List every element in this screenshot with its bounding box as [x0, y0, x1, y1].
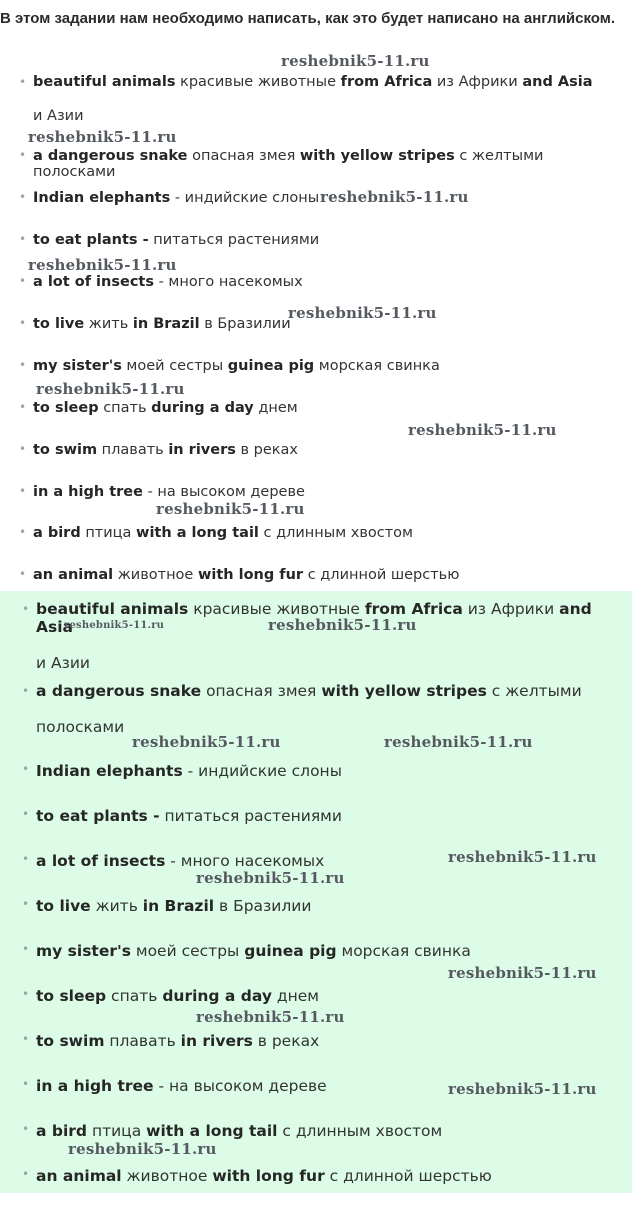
ru-phrase: с длинной шерстью [303, 567, 460, 583]
en-phrase: Indian elephants [33, 190, 171, 206]
en-phrase: in Brazil [142, 897, 215, 915]
en-phrase: a lot of insects [33, 274, 154, 290]
bullet-icon: • [19, 484, 27, 498]
en-phrase: a bird [36, 1122, 88, 1140]
bullet-icon: • [22, 1032, 30, 1046]
list-item [19, 232, 623, 248]
en-phrase: and Asia [36, 600, 592, 636]
en-phrase: a lot of insects [36, 852, 166, 870]
watermark: reshebnik5-11.ru [36, 380, 185, 398]
en-phrase: with yellow stripes [299, 148, 455, 164]
en-phrase: in a high tree [36, 1077, 154, 1095]
watermark: reshebnik5-11.ru [268, 616, 417, 634]
en-phrase: with long fur [212, 1167, 325, 1185]
bullet-icon: • [19, 525, 27, 539]
bullet-icon: • [19, 316, 27, 330]
list-item [19, 567, 623, 583]
ru-phrase: днем [253, 400, 298, 416]
en-phrase: and Asia [522, 74, 593, 90]
en-phrase: in a high tree [33, 484, 143, 500]
en-phrase: during a day [162, 987, 272, 1005]
ru-phrase: и Азии [36, 654, 90, 672]
bullet-icon: • [22, 1167, 30, 1181]
bullet-icon: • [19, 232, 27, 246]
en-phrase: during a day [151, 400, 254, 416]
bullet-icon: • [19, 75, 27, 89]
intro-text: В этом задании нам необходимо написать, как это будет написано на английском. [0, 10, 616, 27]
ru-phrase: в Бразилии [214, 897, 312, 915]
ru-phrase: и Азии [33, 108, 84, 124]
ru-phrase: в реках [235, 442, 298, 458]
ru-phrase: - много насекомых [153, 274, 303, 290]
en-phrase: to live [36, 897, 91, 915]
ru-phrase: питаться растениями [148, 232, 320, 248]
en-phrase: beautiful animals [36, 600, 189, 618]
en-phrase: in rivers [168, 442, 236, 458]
ru-phrase: с длинной шерстью [324, 1167, 492, 1185]
watermark: reshebnik5-11.ru [408, 421, 557, 439]
watermark: reshebnik5-11.ru [448, 848, 597, 866]
ru-phrase: спать [106, 987, 163, 1005]
en-phrase: guinea pig [244, 942, 337, 960]
en-phrase: to eat plants - [33, 232, 149, 248]
ru-phrase: из Африки [432, 74, 523, 90]
ru-phrase: с длинным хвостом [258, 525, 413, 541]
watermark: reshebnik5-11.ru [320, 188, 469, 206]
bullet-icon: • [22, 1122, 30, 1136]
en-phrase: beautiful animals [33, 74, 176, 90]
bullet-icon: • [22, 762, 30, 776]
en-phrase: my sister's [36, 942, 131, 960]
en-phrase: Indian elephants [36, 762, 183, 780]
ru-phrase: моей сестры [121, 358, 228, 374]
ru-phrase: питаться растениями [159, 807, 342, 825]
list-item [22, 762, 626, 780]
bullet-icon: • [22, 852, 30, 866]
watermark: reshebnik5-11.ru [281, 52, 430, 70]
en-phrase: my sister's [33, 358, 122, 374]
en-phrase: in rivers [180, 1032, 253, 1050]
ru-phrase: животное [113, 567, 198, 583]
ru-phrase: спать [98, 400, 152, 416]
en-phrase: to eat plants - [36, 807, 160, 825]
ru-phrase: - много насекомых [165, 852, 325, 870]
ru-phrase: плавать [104, 1032, 181, 1050]
list-item [22, 682, 626, 736]
watermark: reshebnik5-11.ru [28, 128, 177, 146]
watermark: reshebnik5-11.ru [448, 964, 597, 982]
en-phrase: with a long tail [136, 525, 259, 541]
en-phrase: an animal [36, 1167, 122, 1185]
en-phrase: a dangerous snake [36, 682, 202, 700]
watermark: reshebnik5-11.ru [156, 500, 305, 518]
ru-phrase: - на высоком дереве [153, 1077, 327, 1095]
list-item [19, 442, 623, 458]
watermark: reshebnik5-11.ru [448, 1080, 597, 1098]
en-phrase: to swim [33, 442, 98, 458]
bullet-icon: • [19, 567, 27, 581]
watermark: reshebnik5-11.ru [196, 869, 345, 887]
en-phrase: with yellow stripes [321, 682, 487, 700]
bullet-icon: • [19, 274, 27, 288]
list-item [19, 400, 623, 416]
en-phrase: with long fur [197, 567, 304, 583]
ru-phrase: жить [84, 316, 133, 332]
bullet-icon: • [22, 807, 30, 821]
list-item [22, 1122, 626, 1140]
watermark: reshebnik5-11.ru [132, 733, 281, 751]
ru-phrase: жить [90, 897, 143, 915]
list-item [19, 274, 623, 290]
ru-phrase: морская свинка [336, 942, 471, 960]
bullet-icon: • [19, 148, 27, 162]
bullet-icon: • [22, 987, 30, 1001]
list-item [22, 600, 626, 672]
list-item [19, 72, 613, 126]
ru-phrase: красивые животные [188, 600, 365, 618]
list-item [22, 1167, 626, 1185]
list-item [22, 897, 626, 915]
en-phrase: from Africa [340, 74, 433, 90]
en-phrase: to live [33, 316, 85, 332]
list-item [19, 525, 623, 541]
ru-phrase: днем [271, 987, 319, 1005]
ru-phrase: красивые животные [175, 74, 341, 90]
en-phrase: to swim [36, 1032, 105, 1050]
bullet-icon: • [22, 942, 30, 956]
ru-phrase: опасная змея [201, 682, 322, 700]
ru-phrase: морская свинка [314, 358, 440, 374]
en-phrase: with a long tail [146, 1122, 278, 1140]
ru-phrase: из Африки [462, 600, 560, 618]
watermark: reshebnik5-11.ru [64, 620, 165, 631]
en-phrase: to sleep [36, 987, 107, 1005]
ru-phrase: животное [121, 1167, 213, 1185]
list-item [22, 1032, 626, 1050]
bullet-icon: • [22, 897, 30, 911]
ru-phrase: опасная змея [187, 148, 300, 164]
en-phrase: from Africa [364, 600, 463, 618]
list-item [22, 942, 626, 960]
bullet-icon: • [22, 1077, 30, 1091]
en-phrase: to sleep [33, 400, 99, 416]
watermark: reshebnik5-11.ru [196, 1008, 345, 1026]
ru-phrase: полосками [36, 718, 125, 736]
ru-phrase: с желтыми полосками [33, 148, 544, 180]
bullet-icon: • [19, 190, 27, 204]
list-item [19, 484, 623, 500]
ru-phrase: птица [80, 525, 137, 541]
en-phrase: guinea pig [227, 358, 315, 374]
ru-phrase: с длинным хвостом [277, 1122, 443, 1140]
ru-phrase: моей сестры [130, 942, 245, 960]
watermark: reshebnik5-11.ru [68, 1140, 217, 1158]
ru-phrase: - индийские слоны [182, 762, 342, 780]
ru-phrase: в Бразилии [199, 316, 291, 332]
en-phrase: in Brazil [132, 316, 200, 332]
bullet-icon: • [22, 602, 30, 616]
bullet-icon: • [19, 358, 27, 372]
list-item [22, 987, 626, 1005]
list-item [19, 148, 623, 180]
bullet-icon: • [19, 400, 27, 414]
ru-phrase: плавать [97, 442, 169, 458]
watermark: reshebnik5-11.ru [28, 256, 177, 274]
en-phrase: a dangerous snake [33, 148, 188, 164]
list-item [19, 358, 623, 374]
bullet-icon: • [19, 442, 27, 456]
ru-phrase: с желтыми [486, 682, 582, 700]
ru-phrase: - на высоком дереве [142, 484, 305, 500]
en-phrase: an animal [33, 567, 114, 583]
ru-phrase: - индийские слоны [170, 190, 320, 206]
ru-phrase: в реках [252, 1032, 320, 1050]
bullet-icon: • [22, 684, 30, 698]
en-phrase: a bird [33, 525, 81, 541]
watermark: reshebnik5-11.ru [288, 304, 437, 322]
watermark: reshebnik5-11.ru [384, 733, 533, 751]
ru-phrase: птица [87, 1122, 147, 1140]
list-item [22, 807, 626, 825]
